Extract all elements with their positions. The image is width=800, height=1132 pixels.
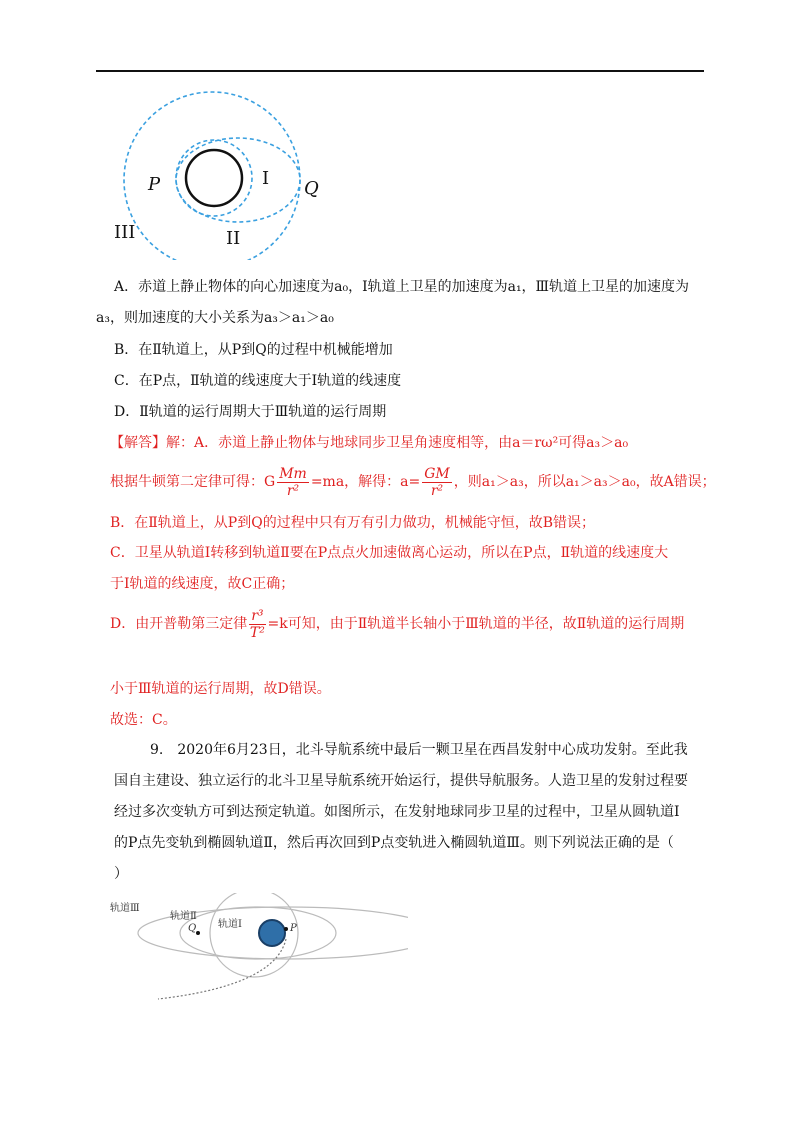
question9-line1: 9. 2020年6月23日，北斗导航系统中最后一颗卫星在西昌发射中心成功发射。至此我: [150, 742, 688, 758]
fraction-den: r²: [430, 482, 444, 499]
label-Q: Q: [188, 923, 197, 934]
label-II: II: [226, 228, 241, 249]
question9-line3: 经过多次变轨方可到达预定轨道。如图所示，在发射地球同步卫星的过程中，卫星从圆轨道Ⅰ: [114, 804, 680, 820]
newton-suffix: ，则a₁＞a₃，所以a₁＞a₃＞a₀，故A错误；: [453, 474, 716, 490]
fraction-num: r³: [251, 607, 264, 624]
option-C: C．在P点，Ⅱ轨道的线速度大于Ⅰ轨道的线速度: [114, 373, 402, 389]
earth-circle: [186, 150, 242, 206]
label-orbit1: 轨道Ⅰ: [218, 919, 242, 930]
option-A-line2: a₃，则加速度的大小关系为a₃＞a₁＞a₀: [96, 310, 334, 326]
point-Q-dot: [196, 931, 200, 935]
fraction-num: Mm: [279, 465, 307, 482]
option-B: B．在Ⅱ轨道上，从P到Q的过程中机械能增加: [114, 342, 393, 358]
label-III: III: [114, 222, 136, 243]
answer-choice: 故选：C。: [110, 712, 177, 728]
answer-D-line1: [110, 606, 684, 642]
label-P: P: [290, 923, 297, 934]
option-A-line1: A．赤道上静止物体的向心加速度为a₀，Ⅰ轨道上卫星的加速度为a₁，Ⅲ轨道上卫星的加速度为: [114, 279, 690, 295]
answer-C-line2: 于Ⅰ轨道的线速度，故C正确；: [110, 576, 295, 592]
question9-line5: ）: [114, 866, 128, 882]
question9-line4: 的P点先变轨到椭圆轨道Ⅱ，然后再次回到P点变轨进入椭圆轨道Ⅲ。则下列说法正确的是（: [114, 835, 674, 851]
earth-disc: [259, 920, 285, 946]
fraction-den: r²: [286, 482, 300, 499]
label-orbit3: 轨道Ⅲ: [110, 903, 140, 914]
label-orbit2: 轨道Ⅱ: [170, 911, 197, 922]
newton-prefix: 根据牛顿第二定律可得：G: [110, 474, 276, 490]
newton-mid: =ma，解得：a=: [310, 474, 421, 490]
trajectory-dotted-curve: [158, 939, 286, 999]
orbit-diagram-1: [108, 90, 348, 260]
fraction-num: GM: [424, 465, 450, 482]
question9-line2: 国自主建设、独立运行的北斗卫星导航系统开始运行，提供导航服务。人造卫星的发射过程要: [114, 773, 688, 789]
answer-head: 【解答】解：A．赤道上静止物体与地球同步卫星角速度相等，由a＝rω²可得a₃＞a₀: [110, 435, 629, 451]
fraction-r3-T2: [249, 608, 265, 641]
answer-newton-law: [110, 464, 716, 500]
kepler-prefix: D．由开普勒第三定律: [110, 616, 248, 632]
orbit-diagram-2: [108, 893, 408, 1003]
orbit-II-ellipse: [176, 138, 300, 222]
answer-C-line1: C．卫星从轨道Ⅰ转移到轨道Ⅱ要在P点点火加速做离心运动，所以在P点，Ⅱ轨道的线速度大: [110, 545, 669, 561]
header-rule: [96, 70, 704, 72]
label-P: P: [148, 174, 161, 195]
label-I: I: [262, 168, 270, 189]
answer-D-line2: 小于Ⅲ轨道的运行周期，故D错误。: [110, 681, 331, 697]
fraction-GM-r2: [422, 466, 452, 499]
kepler-suffix: =k可知，由于Ⅱ轨道半长轴小于Ⅲ轨道的半径，故Ⅱ轨道的运行周期: [267, 616, 685, 632]
option-D: D．Ⅱ轨道的运行周期大于Ⅲ轨道的运行周期: [114, 404, 387, 420]
fraction-Mm-r2: [277, 466, 309, 499]
fraction-den: T²: [249, 624, 265, 641]
answer-B: B．在Ⅱ轨道上，从P到Q的过程中只有万有引力做功，机械能守恒，故B错误；: [110, 515, 595, 531]
point-P-dot: [284, 927, 288, 931]
label-Q: Q: [304, 178, 319, 199]
